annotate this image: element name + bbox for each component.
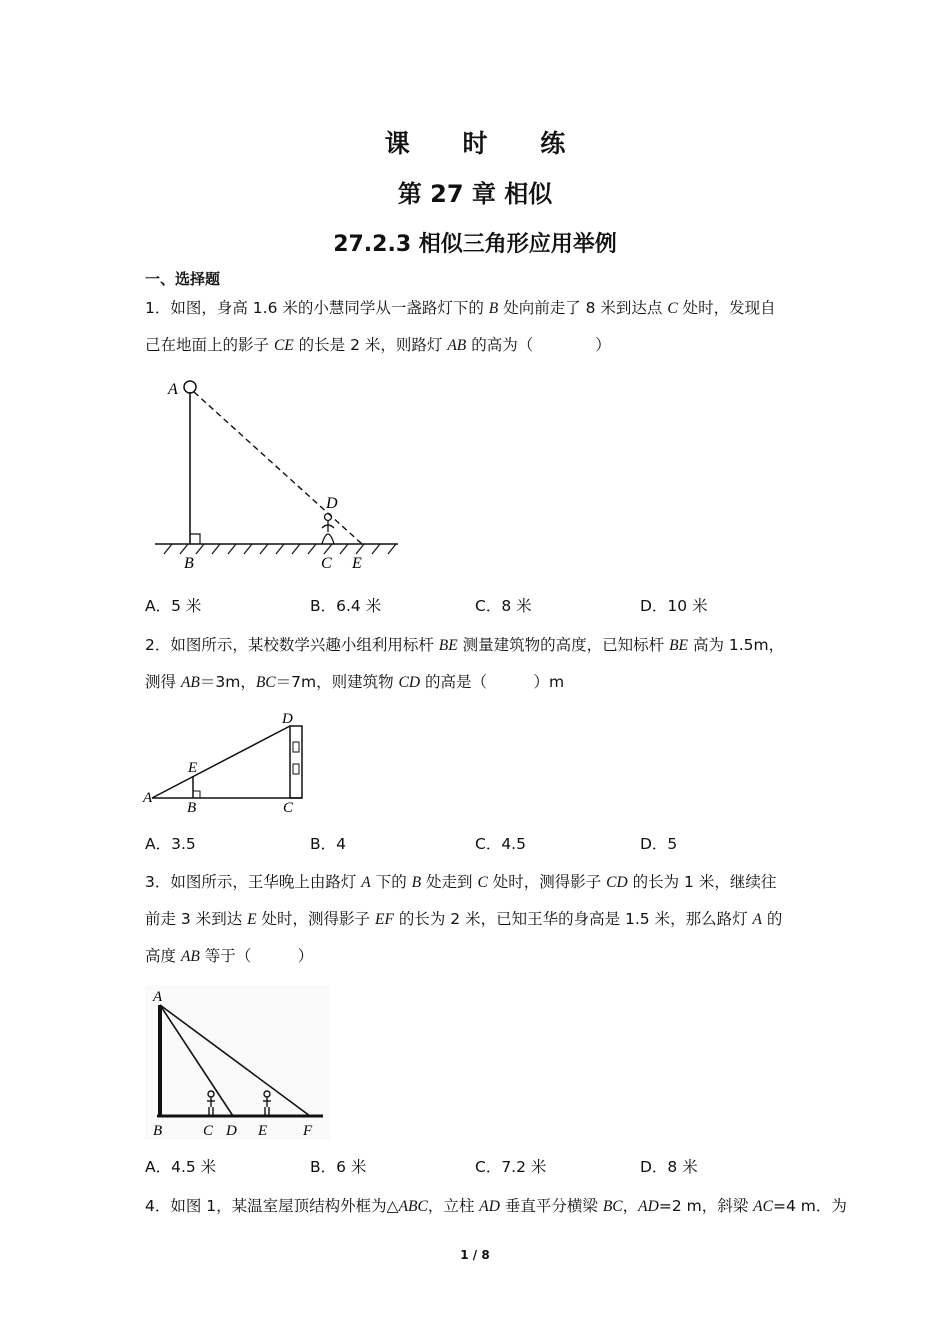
svg-text:D: D [326,495,338,512]
svg-text:F: F [303,1123,313,1139]
page-number: 1 / 8 [460,1248,490,1262]
q2-line1: 2．如图所示，某校数学兴趣小组利用标杆 BE 测量建筑物的高度，已知标杆 BE 高为 1.5m， [145,636,785,654]
q1-option-b[interactable]: B．6.4 米 [310,597,382,615]
q2-building-window [293,764,299,774]
q1-option-c[interactable]: C．8 米 [475,597,532,615]
svg-text:C: C [283,800,294,816]
svg-text:E: E [258,1123,268,1139]
q1-lamp-icon [184,381,196,393]
section-heading: 一、选择题 [145,270,221,288]
q1-light-ray [194,392,362,544]
q1-line1: 1．如图，身高 1.6 米的小慧同学从一盏路灯下的 B 处向前走了 8 米到达点 C 处时，发现自 [145,299,776,317]
svg-text:E: E [188,760,198,776]
q1-right-angle-mark [190,534,200,544]
svg-text:C: C [321,555,332,572]
q3-line2: 前走 3 米到达 E 处时，测得影子 EF 的长为 2 米，已知王华的身高是 1.5 米，那么路灯 A 的 [145,910,783,928]
q3-option-c[interactable]: C．7.2 米 [475,1158,547,1176]
q3-line1: 3．如图所示，王华晚上由路灯 A 下的 B 处走到 C 处时，测得影子 CD 的长为 1 米，继续往 [145,873,777,891]
q1-option-d[interactable]: D．10 米 [640,597,708,615]
svg-text:A: A [143,790,153,806]
q4-line1: 4．如图 1，某温室屋顶结构外框为△ABC，立柱 AD 垂直平分横梁 BC，AD=2 m，斜梁 AC=4 m．为 [145,1197,847,1215]
q3-figure [145,985,330,1140]
q2-building-window [293,742,299,752]
q2-building-cd [290,726,302,798]
svg-text:B: B [184,555,194,572]
q2-option-c[interactable]: C．4.5 [475,835,526,853]
q1-line2: 己在地面上的影子 CE 的长是 2 米，则路灯 AB 的高为（ ） [145,336,611,354]
q3-line3: 高度 AB 等于（ ） [145,947,314,965]
lesson-title: 27.2.3 相似三角形应用举例 [333,232,617,257]
q1-figure [150,372,410,577]
q2-right-angle-mark [193,791,200,798]
svg-text:C: C [203,1123,214,1139]
q3-option-b[interactable]: B．6 米 [310,1158,367,1176]
q2-option-d[interactable]: D．5 [640,835,678,853]
svg-text:B: B [187,800,197,816]
svg-text:D: D [226,1123,237,1139]
q3-option-a[interactable]: A．4.5 米 [145,1158,217,1176]
svg-text:B: B [153,1123,163,1139]
q1-person-icon [322,514,334,545]
svg-text:D: D [282,711,293,727]
svg-text:A: A [168,381,178,398]
page-title: 课 时 练 [384,129,588,158]
q2-sight-line [152,726,290,798]
q1-ground-hatching [164,544,396,554]
svg-text:A: A [153,989,163,1005]
q2-figure [140,708,320,818]
q2-option-b[interactable]: B．4 [310,835,346,853]
q1-option-a[interactable]: A．5 米 [145,597,202,615]
chapter-title: 第 27 章 相似 [397,180,553,208]
q3-option-d[interactable]: D．8 米 [640,1158,698,1176]
q2-option-a[interactable]: A．3.5 [145,835,196,853]
q2-line2: 测得 AB＝3m，BC＝7m，则建筑物 CD 的高是（ ）m [145,673,565,691]
svg-text:E: E [352,555,362,572]
